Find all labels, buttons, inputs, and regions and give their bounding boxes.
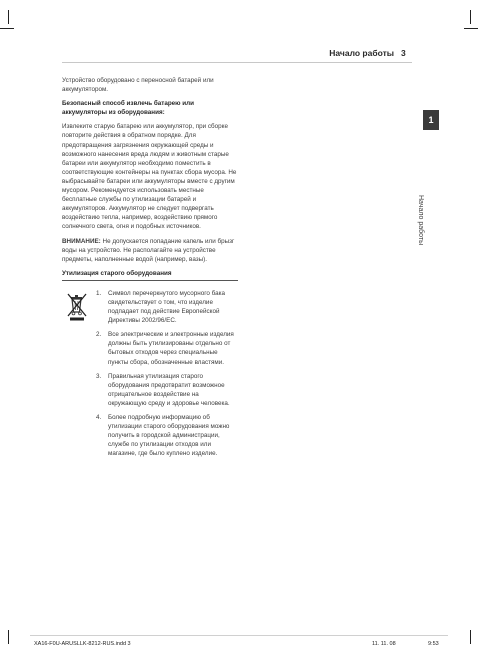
list-item-number: 2. xyxy=(96,331,102,339)
crop-mark xyxy=(470,630,471,644)
disposal-section xyxy=(62,289,238,459)
crop-mark xyxy=(0,28,14,29)
crop-mark xyxy=(464,28,478,29)
warning-paragraph xyxy=(62,237,238,264)
chapter-tab-label: Начало работы xyxy=(417,195,424,246)
footer-date: 11. 11. 08 xyxy=(372,641,396,647)
list-item-text: Более подробную информацию об утилизации старого оборудования можно получить в городской администрации, службе по утилизации отходов или магазине, где было куплено изделие. xyxy=(108,414,230,458)
disposal-heading: Утилизация старого оборудования xyxy=(62,269,238,281)
page-number: 3 xyxy=(401,48,406,58)
footer-time: 9:53 xyxy=(428,641,439,647)
list-item-number: 1. xyxy=(96,289,102,297)
battery-heading: Безопасный способ извлечь батарею или аккумуляторы из оборудования: xyxy=(62,100,195,117)
main-column xyxy=(62,76,238,463)
list-item xyxy=(96,413,238,458)
list-item xyxy=(96,289,238,325)
list-item xyxy=(96,330,238,366)
footer-filename: XA16-F0U-ARUSLLK-8212-RUS.indd 3 xyxy=(34,641,131,647)
crop-mark xyxy=(470,10,471,24)
intro-paragraph: Устройство оборудовано с переносной батарей или аккумулятором. xyxy=(62,77,214,94)
list-item-number: 4. xyxy=(96,414,102,421)
list-item-number: 3. xyxy=(96,372,102,380)
battery-paragraph: Извлеките старую батарею или аккумулятор, при сборке повторите действия в обратном порядке. Для предотвращения загрязнения окружающей среды и возможного нанесения вреда людям и животным старые батареи или аккумулятор необходимо поместить в соответствующие контейнеры на пунктах сбора мусора. Не выбрасывайте батареи или аккумуляторы вместе с другим мусором. Рекомендуется использовать местные бесплатные службы по утилизации батарей и аккумуляторов. Аккумулятор не следует подвергать воздействию тепла, например, воздействию прямого солнечного света, огня и подобных источников. xyxy=(62,123,237,231)
warning-text: Не допускается попадание капель или брызг воды на устройство. Не располагайте на устройстве предметы, наполненные водой (например, вазы). xyxy=(62,237,235,263)
list-item-text: Все электрические и электронные изделия должны быть утилизированы отдельно от бытовых отходов через специальные пункты сбора, обозначенные властями. xyxy=(108,331,234,366)
header-rule xyxy=(62,62,412,63)
footer-rule xyxy=(30,635,448,636)
running-header-title: Начало работы xyxy=(329,48,394,58)
list-item-text: Символ перечеркнутого мусорного бака свидетельствует о том, что изделие подпадает под действие Европейской Директивы 2002/96/EC. xyxy=(108,289,226,325)
crossed-out-wheelie-bin-icon xyxy=(64,291,90,321)
warning-label: ВНИМАНИЕ: xyxy=(62,237,101,245)
crop-mark xyxy=(8,10,9,24)
list-item-text: Правильная утилизация старого оборудования предотвратит возможное отрицательное воздействие на окружающую среду и здоровье человека. xyxy=(108,372,230,407)
chapter-tab-number: 1 xyxy=(423,110,439,130)
disposal-list xyxy=(96,289,238,459)
list-item xyxy=(96,372,238,408)
crop-mark xyxy=(8,630,9,644)
